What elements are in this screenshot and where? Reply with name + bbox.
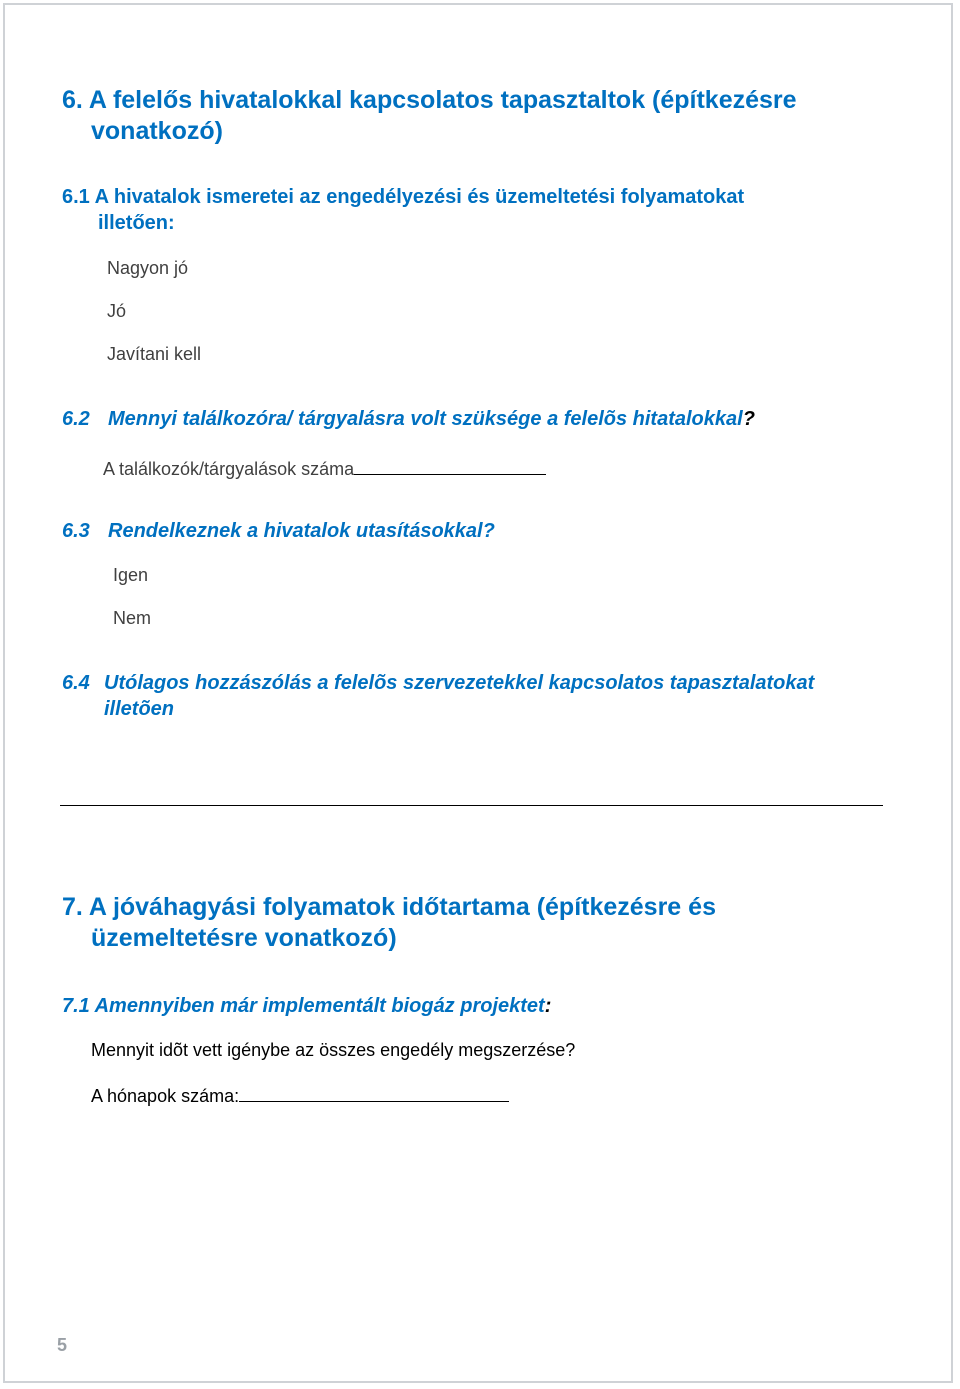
- comment-answer-line[interactable]: [60, 805, 883, 806]
- section-7-title-line2: üzemeltetésre vonatkozó): [91, 924, 397, 952]
- question-6-4-line1: Utólagos hozzászólás a felelõs szervezetekkel kapcsolatos tapasztalatokat: [104, 672, 815, 694]
- question-6-3-number: 6.3: [62, 520, 90, 542]
- option-jo[interactable]: Jó: [107, 301, 127, 321]
- question-6-2-mark: ?: [742, 408, 755, 430]
- meetings-count-field: [103, 456, 546, 480]
- question-6-3: [62, 518, 495, 544]
- question-7-1: [62, 993, 551, 1019]
- question-6-4: [62, 670, 814, 722]
- question-7-1-text: 7.1 Amennyiben már implementált biogáz projektet: [62, 995, 545, 1017]
- months-count-blank[interactable]: [239, 1083, 509, 1102]
- page-number: 5: [57, 1335, 68, 1355]
- months-count-field: [91, 1083, 509, 1107]
- question-6-1-line2: illetően:: [98, 212, 175, 234]
- section-6-title: [62, 85, 797, 147]
- question-6-2-number: 6.2: [62, 408, 90, 430]
- question-6-4-number: 6.4: [62, 672, 90, 694]
- question-7-1-colon: :: [544, 995, 552, 1017]
- meetings-count-blank[interactable]: [354, 456, 546, 475]
- option-javitani-kell[interactable]: Javítani kell: [107, 344, 202, 364]
- section-6-title-line2: vonatkozó): [91, 117, 223, 145]
- question-6-1-line1: 6.1 A hivatalok ismeretei az engedélyezési és üzemeltetési folyamatokat: [62, 186, 745, 208]
- option-nagyon-jo[interactable]: Nagyon jó: [107, 258, 189, 278]
- option-igen[interactable]: Igen: [113, 565, 149, 585]
- question-6-4-line2: illetõen: [104, 698, 175, 720]
- question-6-2-text: Mennyi találkozóra/ tárgyalásra volt szüksége a felelõs hitatalokkal: [108, 408, 743, 430]
- question-6-3-text: Rendelkeznek a hivatalok utasításokkal?: [108, 520, 495, 542]
- question-6-2: [62, 406, 755, 432]
- meetings-count-label: A találkozók/tárgyalások száma: [103, 459, 355, 479]
- question-6-1: [62, 184, 744, 236]
- section-6-title-line1: 6. A felelős hivatalokkal kapcsolatos tapasztaltok (építkezésre: [62, 86, 797, 114]
- section-7-title: [62, 892, 716, 954]
- option-nem[interactable]: Nem: [113, 608, 152, 628]
- section-7-title-line1: 7. A jóváhagyási folyamatok időtartama (építkezésre és: [62, 893, 716, 921]
- months-count-label: A hónapok száma:: [91, 1086, 240, 1106]
- question-7-1-question: Mennyit idõt vett igénybe az összes engedély megszerzése?: [91, 1040, 576, 1060]
